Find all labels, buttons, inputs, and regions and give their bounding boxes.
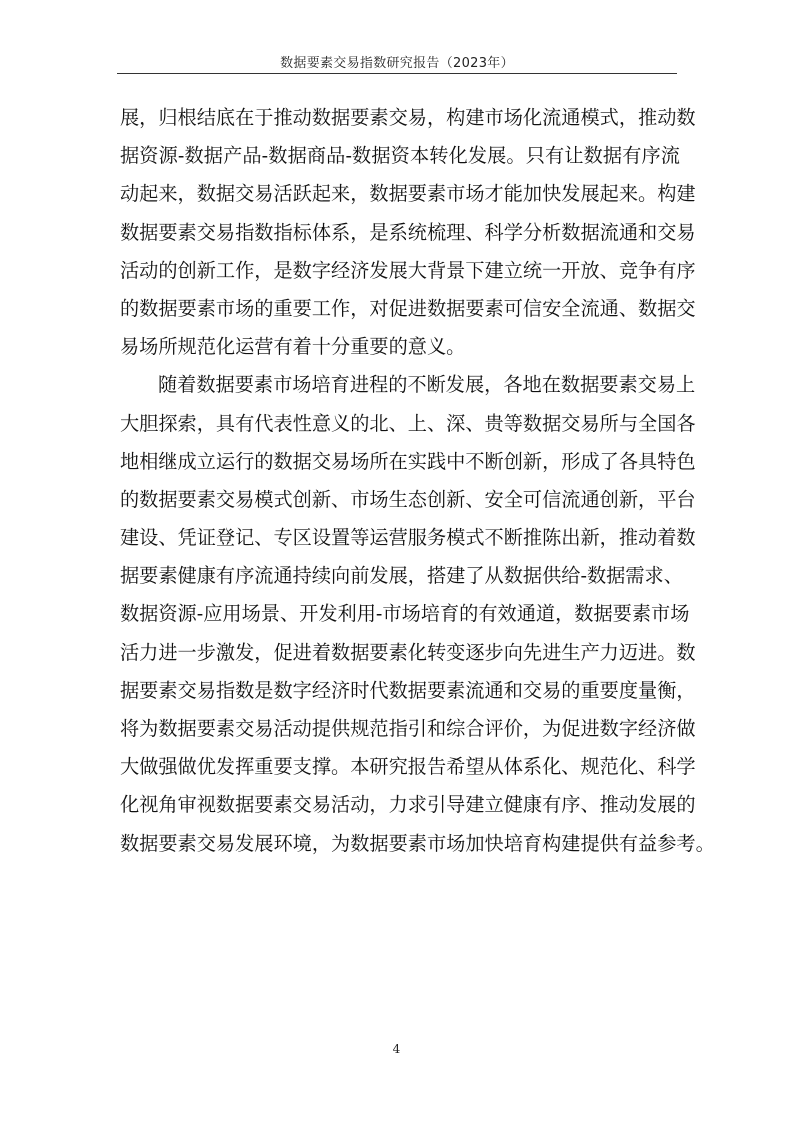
paragraph-1 [120, 99, 696, 366]
paragraph-line: 大胆探索，具有代表性意义的北、上、深、贵等数据交易所与全国各 [120, 411, 696, 435]
paragraph-line: 据要素健康有序流通持续向前发展，搭建了从数据供给-数据需求、 [120, 564, 683, 588]
paragraph-line: 活力进一步激发，促进着数据要素化转变逐步向先进生产力迈进。数 [120, 640, 696, 664]
header-rule [117, 73, 677, 74]
paragraph-line: 展，归根结底在于推动数据要素交易，构建市场化流通模式，推动数 [120, 106, 696, 129]
paragraph-line: 据资源-数据产品-数据商品-数据资本转化发展。只有让数据有序流 [120, 144, 680, 168]
paragraph-line: 将为数据要素交易活动提供规范指引和综合评价，为促进数字经济做 [120, 717, 696, 740]
paragraph-line: 动起来，数据交易活跃起来，数据要素市场才能加快发展起来。构建 [120, 182, 696, 206]
paragraph-line: 的数据要素市场的重要工作，对促进数据要素可信安全流通、数据交 [120, 296, 696, 320]
paragraph-line: 活动的创新工作，是数字经济发展大背景下建立统一开放、竞争有序 [120, 258, 696, 282]
paragraph-2 [120, 366, 715, 862]
paragraph-line: 数据要素交易指数指标体系，是系统梳理、科学分析数据流通和交易 [120, 220, 696, 244]
paragraph-line: 易场所规范化运营有着十分重要的意义。 [120, 335, 466, 359]
body-text [120, 99, 715, 863]
paragraph-line: 据要素交易指数是数字经济时代数据要素流通和交易的重要度量衡， [120, 678, 696, 702]
paragraph-line: 数据要素交易发展环境，为数据要素市场加快培育构建提供有益参考。 [120, 831, 715, 855]
paragraph-line: 建设、凭证登记、专区设置等运营服务模式不断推陈出新，推动着数 [120, 526, 696, 550]
paragraph-line: 的数据要素交易模式创新、市场生态创新、安全可信流通创新，平台 [120, 487, 696, 511]
paragraph-line: 地相继成立运行的数据交易场所在实践中不断创新，形成了各具特色 [120, 449, 696, 473]
paragraph-line: 化视角审视数据要素交易活动，力求引导建立健康有序、推动发展的 [120, 793, 696, 817]
page-number: 4 [392, 1042, 401, 1056]
paragraph-line: 随着数据要素市场培育进程的不断发展，各地在数据要素交易上 [158, 373, 696, 397]
paragraph-line: 数据资源-应用场景、开发利用-市场培育的有效通道，数据要素市场 [120, 602, 690, 626]
paragraph-line: 大做强做优发挥重要支撑。本研究报告希望从体系化、规范化、科学 [120, 755, 696, 779]
page-header-title: 数据要素交易指数研究报告（2023年） [280, 56, 514, 71]
